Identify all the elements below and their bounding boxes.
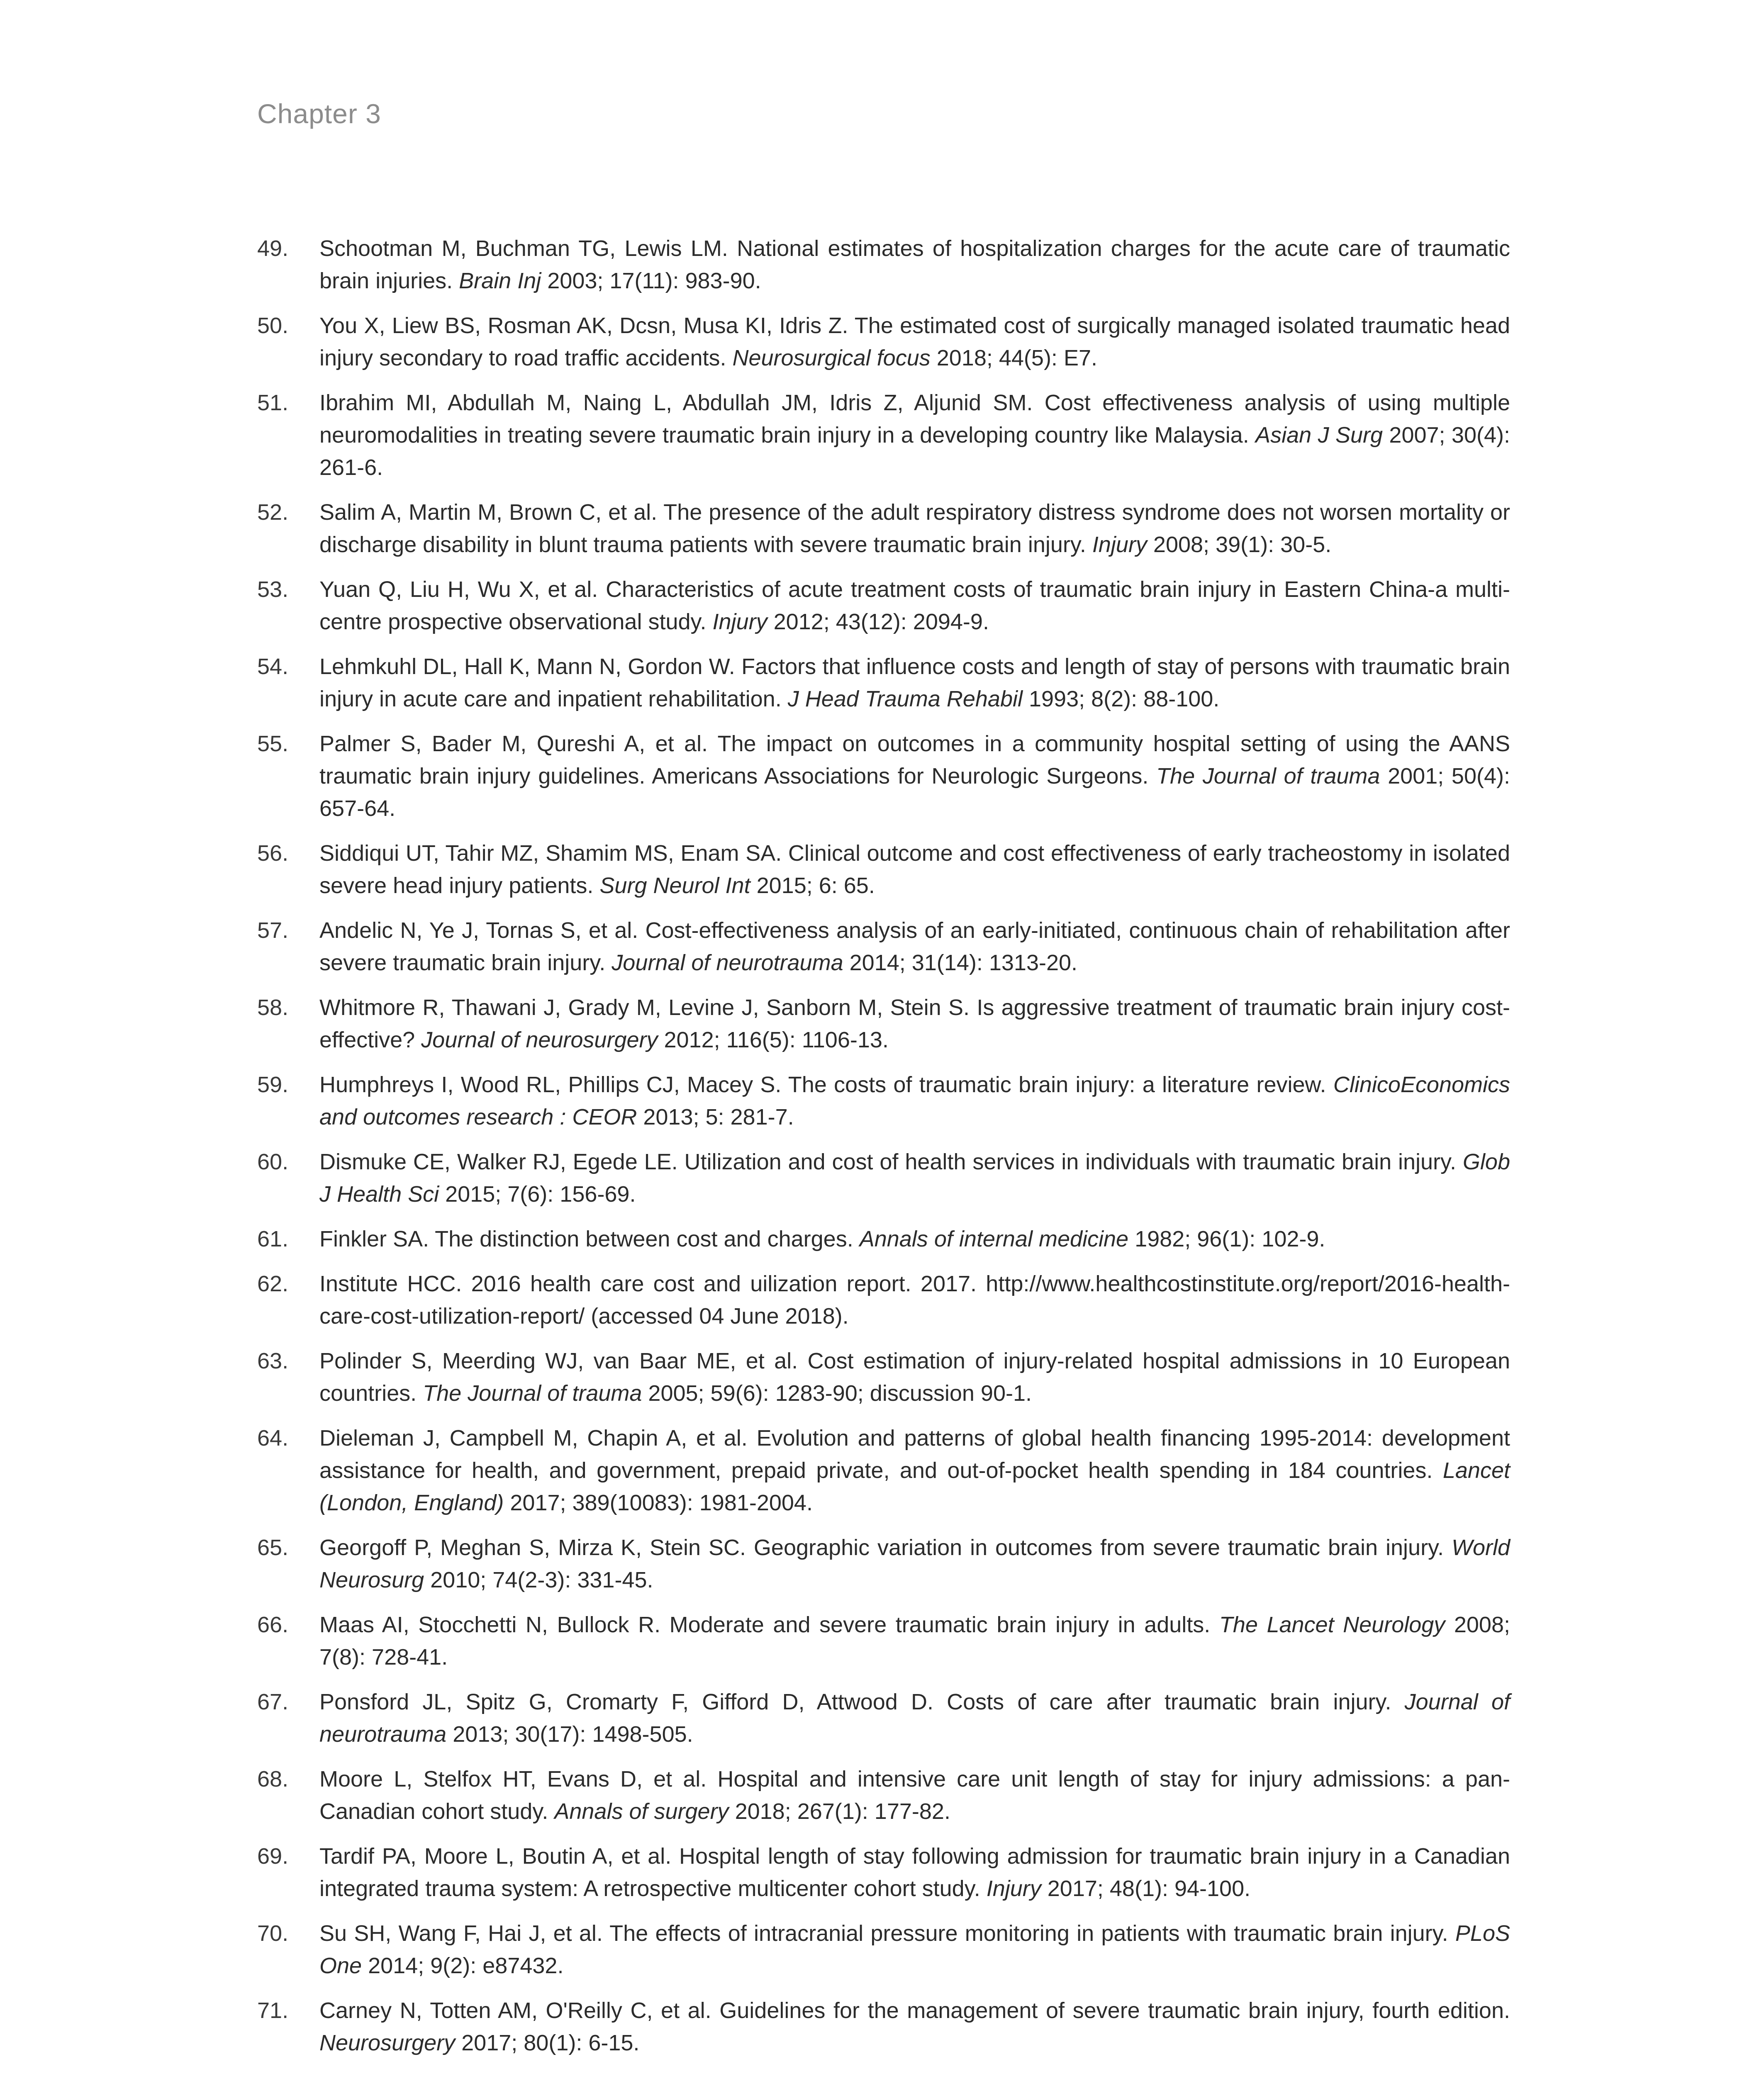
reference-item [257,991,1510,1056]
reference-number: 52. [257,500,289,525]
reference-text: Finkler SA. The distinction between cost and charges. Annals of internal medicine 1982; 96(1): 102-9. [319,1227,1325,1251]
reference-number: 54. [257,654,289,679]
reference-text: Tardif PA, Moore L, Boutin A, et al. Hospital length of stay following admission for traumatic brain injury in a Canadian integrated trauma system: A retrospective multicenter cohort study. Injury 2017; 48(1): 94-100. [319,1844,1510,1901]
reference-text: Ibrahim MI, Abdullah M, Naing L, Abdullah JM, Idris Z, Aljunid SM. Cost effectiveness analysis of using multiple neuromodalities in treating severe traumatic brain injury in a developing country like Malaysia. Asian J Surg 2007; 30(4): 261-6. [319,390,1510,480]
reference-text: Georgoff P, Meghan S, Mirza K, Stein SC. Geographic variation in outcomes from severe traumatic brain injury. World Neurosurg 2010; 74(2-3): 331-45. [319,1535,1510,1592]
reference-text: Lehmkuhl DL, Hall K, Mann N, Gordon W. Factors that influence costs and length of stay of persons with traumatic brain injury in acute care and inpatient rehabilitation. J Head Trauma Rehabil 1993; 8(2): 88-100. [319,654,1510,711]
reference-text: Humphreys I, Wood RL, Phillips CJ, Macey S. The costs of traumatic brain injury: a literature review. ClinicoEconomics and outcomes research : CEOR 2013; 5: 281-7. [319,1072,1510,1130]
reference-text: Palmer S, Bader M, Qureshi A, et al. The impact on outcomes in a community hospital setting of using the AANS traumatic brain injury guidelines. Americans Associations for Neurologic Surgeons. The Journal of trauma 2001; 50(4): 657-64. [319,731,1510,821]
journal-title: Annals of surgery [554,1799,729,1824]
reference-text: Yuan Q, Liu H, Wu X, et al. Characteristics of acute treatment costs of traumatic brain injury in Eastern China-a multi-centre prospective observational study. Injury 2012; 43(12): 2094-9. [319,577,1510,634]
reference-number [257,2072,319,2074]
reference-text: Dismuke CE, Walker RJ, Egede LE. Utilization and cost of health services in individuals with traumatic brain injury. Glob J Health Sci 2015; 7(6): 156-69. [319,1149,1510,1207]
reference-item [257,232,1510,297]
reference-item [257,728,1510,825]
reference-number: 56. [257,841,289,866]
journal-title: Lancet (London, England) [319,1458,1510,1515]
reference-number: 61. [257,1227,289,1251]
reference-number: 58. [257,995,289,1020]
reference-text: Maas AI, Stocchetti N, Bullock R. Moderate and severe traumatic brain injury in adults. The Lancet Neurology 2008; 7(8): 728-41. [319,1612,1510,1670]
reference-item [257,1609,1510,1673]
reference-item [257,496,1510,561]
reference-item [257,1069,1510,1133]
journal-title: Neurosurgical focus [732,346,931,370]
journal-title: Annals of internal medicine [859,1227,1129,1251]
reference-number: 71. [257,1998,289,2023]
journal-title: Glob J Health Sci [319,1149,1510,1207]
reference-item [257,387,1510,484]
reference-number: 59. [257,1072,289,1097]
reference-number: 49. [257,236,289,261]
journal-title: Injury [712,609,767,634]
reference-number: 64. [257,1426,289,1451]
reference-item [257,1268,1510,1332]
reference-text: You X, Liew BS, Rosman AK, Dcsn, Musa KI, Idris Z. The estimated cost of surgically managed isolated traumatic head injury secondary to road traffic accidents. Neurosurgical focus 2018; 44(5): E7. [319,313,1510,370]
journal-title: The Journal of trauma [423,1381,642,1406]
reference-number: 65. [257,1535,289,1560]
reference-item [257,1345,1510,1409]
reference-item [257,1994,1510,2059]
reference-text: Dieleman J, Campbell M, Chapin A, et al. Evolution and patterns of global health financing 1995-2014: development assistance for health, and government, prepaid private, and out-of-pocket health spending in 184 countries. Lancet (London, England) 2017; 389(10083): 1981-2004. [319,1426,1510,1515]
reference-text: Whitmore R, Thawani J, Grady M, Levine J, Sanborn M, Stein S. Is aggressive treatment of traumatic brain injury cost-effective? Journal of neurosurgery 2012; 116(5): 1106-13. [319,995,1510,1052]
reference-item [257,1917,1510,1982]
reference-list [257,232,1510,2074]
reference-number: 53. [257,577,289,602]
reference-item [257,1686,1510,1750]
reference-text: Ponsford JL, Spitz G, Cromarty F, Gifford D, Attwood D. Costs of care after traumatic brain injury. Journal of neurotrauma 2013; 30(17): 1498-505. [319,1689,1510,1747]
reference-text: Su SH, Wang F, Hai J, et al. The effects of intracranial pressure monitoring in patients with traumatic brain injury. PLoS One 2014; 9(2): e87432. [319,1921,1510,1978]
reference-text: Andelic N, Ye J, Tornas S, et al. Cost-effectiveness analysis of an early-initiated, continuous chain of rehabilitation after severe traumatic brain injury. Journal of neurotrauma 2014; 31(14): 1313-20. [319,918,1510,975]
reference-text: Institute HCC. 2016 health care cost and uilization report. 2017. http://www.healthcostinstitute.org/report/2016-health-care-cost-utilization-report/ (accessed 04 June 2018). [319,1271,1510,1329]
journal-title: PLoS One [319,1921,1510,1978]
reference-item [257,573,1510,638]
journal-title: ClinicoEconomics and outcomes research : CEOR [319,1072,1510,1130]
reference-number: 57. [257,918,289,943]
reference-number: 68. [257,1767,289,1792]
reference-item [257,650,1510,715]
reference-item [257,914,1510,979]
reference-item [257,1531,1510,1596]
reference-number: 70. [257,1921,289,1946]
reference-text: Schootman M, Buchman TG, Lewis LM. National estimates of hospitalization charges for the acute care of traumatic brain injuries. Brain Inj 2003; 17(11): 983-90. [319,236,1510,293]
reference-number: 69. [257,1844,289,1869]
reference-text: Salim A, Martin M, Brown C, et al. The presence of the adult respiratory distress syndrome does not worsen mortality or discharge disability in blunt trauma patients with severe traumatic brain injury. Injury 2008; 39(1): 30-5. [319,500,1510,557]
reference-number: 66. [257,1612,289,1637]
reference-number: 60. [257,1149,289,1174]
reference-text: Polinder S, Meerding WJ, van Baar ME, et al. Cost estimation of injury-related hospital admissions in 10 European countries. The Journal of trauma 2005; 59(6): 1283-90; discussion 90-1. [319,1349,1510,1406]
reference-text: Siddiqui UT, Tahir MZ, Shamim MS, Enam SA. Clinical outcome and cost effectiveness of early tracheostomy in isolated severe head injury patients. Surg Neurol Int 2015; 6: 65. [319,841,1510,898]
reference-item [257,1840,1510,1905]
journal-title: The Journal of trauma [1156,764,1380,789]
journal-title: Asian J Surg [1255,423,1383,448]
journal-title: Journal of neurotrauma [319,1689,1510,1747]
journal-title: Journal of neurotrauma [612,950,843,975]
journal-title: Injury [1092,532,1147,557]
reference-text: Carney N, Totten AM, O'Reilly C, et al. Guidelines for the management of severe traumatic brain injury, fourth edition. Neurosurgery 2017; 80(1): 6-15. [319,1998,1510,2055]
journal-title: The Lancet Neurology [1219,1612,1445,1637]
chapter-header: Chapter 3 [257,98,381,129]
journal-title: World Neurosurg [319,1535,1510,1592]
reference-item [257,1146,1510,1210]
journal-title: Neurosurgery [319,2030,456,2055]
reference-text [319,2072,1510,2074]
reference-number: 67. [257,1689,289,1714]
journal-title: Surg Neurol Int [599,873,750,898]
reference-item [257,2072,1510,2074]
journal-title: Brain Inj [459,268,541,293]
reference-number: 51. [257,390,289,415]
reference-number: 50. [257,313,289,338]
reference-item [257,837,1510,902]
reference-item [257,1763,1510,1828]
reference-number: 62. [257,1271,289,1296]
journal-title: J Head Trauma Rehabil [787,686,1023,711]
reference-text: Moore L, Stelfox HT, Evans D, et al. Hospital and intensive care unit length of stay for injury admissions: a pan-Canadian cohort study. Annals of surgery 2018; 267(1): 177-82. [319,1767,1510,1824]
reference-item [257,1422,1510,1519]
journal-title: Journal of neurosurgery [421,1027,658,1052]
reference-number: 55. [257,731,289,756]
reference-item [257,1223,1510,1255]
reference-number: 63. [257,1349,289,1373]
journal-title: Injury [986,1876,1041,1901]
reference-item [257,309,1510,374]
